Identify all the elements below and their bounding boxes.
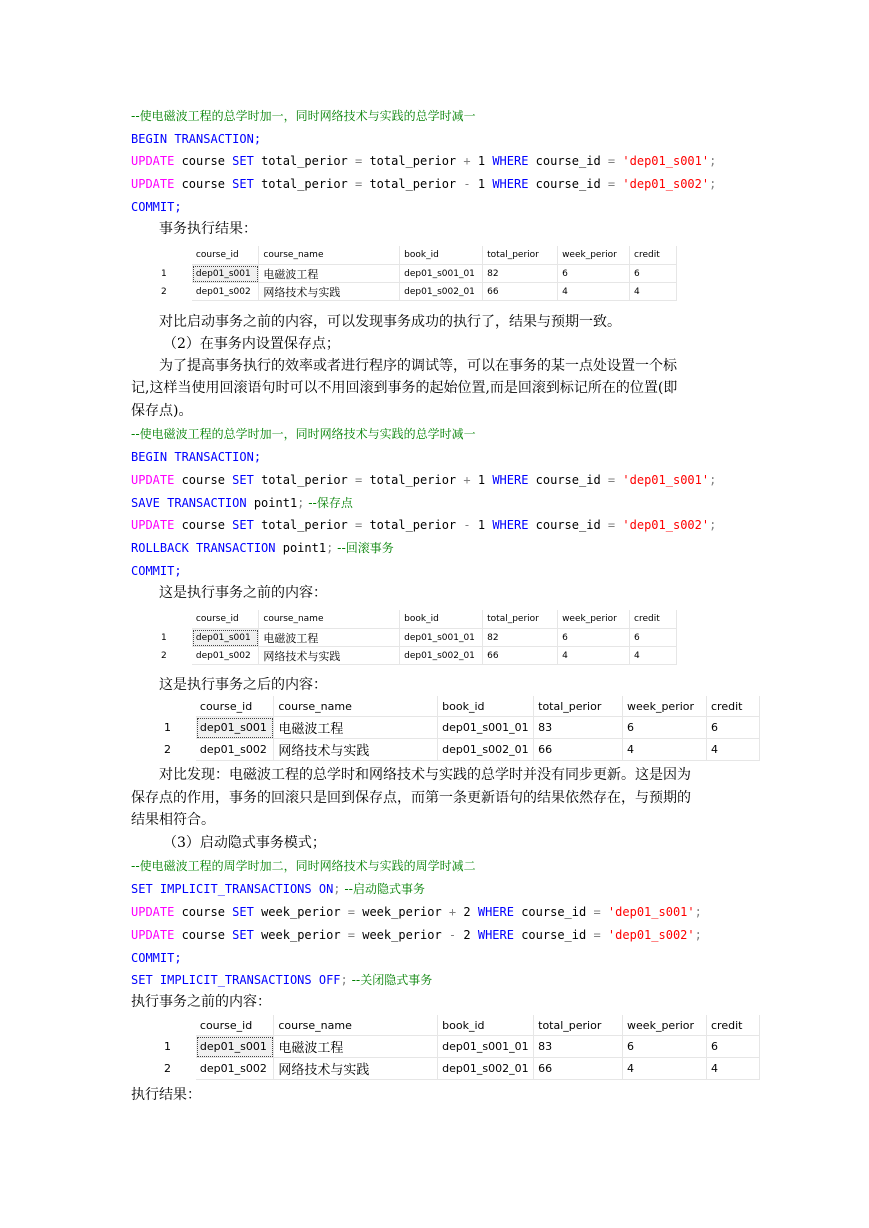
grid-cell: 4 xyxy=(558,647,630,665)
column-header: course_id xyxy=(192,246,259,265)
op: - xyxy=(463,518,471,532)
op: - xyxy=(448,928,457,942)
sql-update-line xyxy=(131,927,702,943)
sql-set-implicit-on xyxy=(131,881,425,897)
grid-cell: 66 xyxy=(483,647,558,665)
op: = xyxy=(355,473,363,487)
grid-cell: 66 xyxy=(534,1058,623,1080)
inline-comment: --回滚事务 xyxy=(333,541,394,555)
grid-cell: dep01_s001 xyxy=(196,717,274,739)
kw: WHERE xyxy=(492,518,529,532)
row-number-header xyxy=(160,696,196,717)
grid-cell: 4 xyxy=(630,283,677,301)
row-number: 1 xyxy=(161,632,167,643)
t: course xyxy=(174,905,233,919)
op: = xyxy=(347,905,355,919)
row-number: 2 xyxy=(161,650,167,661)
row-number: 1 xyxy=(164,721,171,734)
grid-cell: dep01_s001_01 xyxy=(400,265,483,283)
grid-cell: dep01_s002_01 xyxy=(438,739,534,761)
end: ; xyxy=(709,177,717,191)
grid-cell: dep01_s002_01 xyxy=(438,1058,534,1080)
grid-cell: dep01_s001 xyxy=(196,1036,274,1058)
column-header: book_id xyxy=(438,1015,534,1036)
t: course_id xyxy=(513,928,594,942)
column-header: total_perior xyxy=(534,1015,623,1036)
column-header: course_id xyxy=(192,610,259,629)
grid-cell: 网络技术与实践 xyxy=(274,739,438,761)
t: course_id xyxy=(528,473,608,487)
kw: WHERE xyxy=(492,473,529,487)
grid-cell: 6 xyxy=(630,629,677,647)
column-header: course_name xyxy=(274,696,438,717)
t xyxy=(601,928,608,942)
sql-set-implicit-off xyxy=(131,972,432,988)
column-header: week_perior xyxy=(558,246,630,265)
t: course_id xyxy=(528,177,608,191)
after-label: 这是执行事务之后的内容： xyxy=(159,677,327,693)
column-header: course_id xyxy=(196,1015,274,1036)
grid-cell: 66 xyxy=(483,283,558,301)
t: week_perior xyxy=(355,928,449,942)
t: course_id xyxy=(528,518,608,532)
table-row xyxy=(157,647,677,665)
sql-update-line xyxy=(131,904,702,920)
grid-cell: 4 xyxy=(707,739,760,761)
table-row xyxy=(157,283,677,301)
str: 'dep01_s002' xyxy=(607,928,695,942)
kw: UPDATE xyxy=(131,473,175,487)
grid-cell: 电磁波工程 xyxy=(259,629,400,647)
paragraph: 保存点的作用，事务的回滚只是回到保存点，而第一条更新语句的结果依然存在，与预期的 xyxy=(131,790,691,806)
sql-comment: --使电磁波工程的总学时加一，同时网络技术与实践的总学时减一 xyxy=(131,109,476,123)
kw: SET xyxy=(232,518,254,532)
op: = xyxy=(607,154,616,168)
column-header: week_perior xyxy=(558,610,630,629)
row-number: 1 xyxy=(164,1040,171,1053)
grid-cell: 82 xyxy=(483,265,558,283)
section-title: （2）在事务内设置保存点； xyxy=(163,336,340,352)
t: 2 xyxy=(456,905,478,919)
kw: SET xyxy=(232,928,254,942)
grid-cell: 电磁波工程 xyxy=(259,265,400,283)
kw: WHERE xyxy=(492,177,529,191)
column-header: course_name xyxy=(259,610,400,629)
sql-rollback-transaction xyxy=(131,540,394,556)
kw: UPDATE xyxy=(131,905,175,919)
grid-cell: dep01_s001_01 xyxy=(400,629,483,647)
inline-comment: --关闭隐式事务 xyxy=(347,973,433,987)
end: ; xyxy=(333,882,341,896)
kw: SET xyxy=(232,154,254,168)
grid-cell: 83 xyxy=(534,717,623,739)
t: course_id xyxy=(528,154,608,168)
paragraph: 记,这样当使用回滚语句时可以不用回滚到事务的起始位置,而是回滚到标记所在的位置(即 xyxy=(131,380,678,396)
row-number-header xyxy=(160,1015,196,1036)
grid-header-row xyxy=(160,696,760,717)
kw: SAVE TRANSACTION xyxy=(131,496,247,510)
result-grid xyxy=(157,610,677,665)
kw: SET IMPLICIT_TRANSACTIONS OFF xyxy=(131,973,341,987)
grid-header-row xyxy=(160,1015,760,1036)
t: course xyxy=(174,177,233,191)
grid-cell: 网络技术与实践 xyxy=(259,647,400,665)
column-header: week_perior xyxy=(623,1015,707,1036)
t: week_perior xyxy=(253,905,348,919)
column-header: book_id xyxy=(438,696,534,717)
sql-commit: COMMIT; xyxy=(131,200,182,214)
grid-cell: 4 xyxy=(707,1058,760,1080)
grid-header-row xyxy=(157,610,677,629)
table-row xyxy=(160,1058,760,1080)
grid-cell: dep01_s001_01 xyxy=(438,717,534,739)
op: = xyxy=(607,177,616,191)
grid-cell: dep01_s001 xyxy=(192,629,259,647)
str: 'dep01_s001' xyxy=(622,473,710,487)
op: = xyxy=(593,905,601,919)
grid-cell: 6 xyxy=(630,265,677,283)
result-label: 事务执行结果： xyxy=(159,221,257,237)
column-header: book_id xyxy=(400,610,483,629)
kw: UPDATE xyxy=(131,518,175,532)
grid-cell: 电磁波工程 xyxy=(274,717,438,739)
grid-cell: 4 xyxy=(623,739,707,761)
t: total_perior xyxy=(253,154,355,168)
end: ; xyxy=(326,541,334,555)
paragraph: 对比启动事务之前的内容，可以发现事务成功的执行了，结果与预期一致。 xyxy=(159,314,621,330)
column-header: book_id xyxy=(400,246,483,265)
result-grid xyxy=(160,1015,760,1080)
kw: SET xyxy=(232,177,254,191)
t: total_perior xyxy=(253,518,355,532)
grid-cell: 66 xyxy=(534,739,623,761)
t: course_id xyxy=(513,905,594,919)
sql-save-transaction xyxy=(131,495,353,511)
row-number-header xyxy=(157,246,192,265)
end: ; xyxy=(694,928,702,942)
column-header: total_perior xyxy=(534,696,623,717)
str: 'dep01_s001' xyxy=(607,905,695,919)
str: 'dep01_s002' xyxy=(622,177,710,191)
sql-begin-transaction: BEGIN TRANSACTION; xyxy=(131,450,262,464)
grid-cell: 4 xyxy=(630,647,677,665)
end: ; xyxy=(297,496,305,510)
end: ; xyxy=(340,973,348,987)
column-header: total_perior xyxy=(483,246,558,265)
t: course xyxy=(174,473,233,487)
t: course xyxy=(174,154,233,168)
kw: WHERE xyxy=(492,154,529,168)
t xyxy=(601,905,608,919)
grid-cell: 82 xyxy=(483,629,558,647)
table-row xyxy=(160,717,760,739)
op: = xyxy=(593,928,601,942)
t: point1 xyxy=(246,496,298,510)
sql-commit: COMMIT; xyxy=(131,564,182,578)
column-header: course_id xyxy=(196,696,274,717)
op: - xyxy=(463,177,471,191)
grid-cell: 6 xyxy=(707,717,760,739)
t: point1 xyxy=(275,541,327,555)
grid-cell: 6 xyxy=(558,629,630,647)
column-header: total_perior xyxy=(483,610,558,629)
grid-cell: 6 xyxy=(558,265,630,283)
row-number: 2 xyxy=(164,743,171,756)
op: + xyxy=(448,905,457,919)
grid-cell: 4 xyxy=(623,1058,707,1080)
kw: SET xyxy=(232,905,254,919)
result-grid xyxy=(160,696,760,761)
grid-cell: dep01_s002_01 xyxy=(400,647,483,665)
grid-cell: 6 xyxy=(623,717,707,739)
table-row xyxy=(157,629,677,647)
paragraph: 结果相符合。 xyxy=(131,812,215,828)
section-title: （3）启动隐式事务模式； xyxy=(163,835,326,851)
end: ; xyxy=(694,905,702,919)
t: total_perior xyxy=(362,518,464,532)
column-header: week_perior xyxy=(623,696,707,717)
sql-begin-transaction: BEGIN TRANSACTION; xyxy=(131,132,262,146)
str: 'dep01_s002' xyxy=(622,518,710,532)
table-row xyxy=(160,1036,760,1058)
grid-cell: dep01_s002 xyxy=(196,1058,274,1080)
sql-commit: COMMIT; xyxy=(131,951,182,965)
before-label: 这是执行事务之前的内容： xyxy=(159,585,327,601)
sql-comment: --使电磁波工程的周学时加二，同时网络技术与实践的周学时减二 xyxy=(131,859,476,873)
t: total_perior xyxy=(362,177,464,191)
t: 1 xyxy=(470,518,493,532)
t: 1 xyxy=(470,177,493,191)
result-label: 执行结果： xyxy=(131,1087,201,1103)
kw: ROLLBACK TRANSACTION xyxy=(131,541,276,555)
grid-cell: dep01_s002 xyxy=(192,647,259,665)
t: total_perior xyxy=(253,473,355,487)
op: = xyxy=(607,473,616,487)
kw: UPDATE xyxy=(131,177,175,191)
result-grid xyxy=(157,246,677,301)
paragraph: 为了提高事务执行的效率或者进行程序的调试等，可以在事务的某一点处设置一个标 xyxy=(159,358,677,374)
op: = xyxy=(347,928,355,942)
op: + xyxy=(463,473,471,487)
str: 'dep01_s001' xyxy=(622,154,710,168)
t: 2 xyxy=(456,928,478,942)
t: 1 xyxy=(470,154,493,168)
inline-comment: --保存点 xyxy=(304,496,353,510)
op: = xyxy=(355,177,363,191)
column-header: course_name xyxy=(259,246,400,265)
kw: UPDATE xyxy=(131,928,175,942)
grid-cell: dep01_s001 xyxy=(192,265,259,283)
row-number-header xyxy=(157,610,192,629)
table-row xyxy=(160,739,760,761)
column-header: credit xyxy=(630,246,677,265)
kw: SET xyxy=(232,473,254,487)
grid-cell: dep01_s002 xyxy=(196,739,274,761)
row-number: 2 xyxy=(161,286,167,297)
grid-cell: 网络技术与实践 xyxy=(274,1058,438,1080)
sql-update-line xyxy=(131,153,716,169)
grid-cell: 网络技术与实践 xyxy=(259,283,400,301)
op: = xyxy=(355,154,363,168)
t: total_perior xyxy=(253,177,355,191)
paragraph: 对比发现：电磁波工程的总学时和网络技术与实践的总学时并没有同步更新。这是因为 xyxy=(159,767,691,783)
end: ; xyxy=(709,154,717,168)
column-header: credit xyxy=(630,610,677,629)
grid-cell: dep01_s002_01 xyxy=(400,283,483,301)
end: ; xyxy=(709,518,717,532)
kw: WHERE xyxy=(477,928,514,942)
op: + xyxy=(463,154,471,168)
sql-update-line xyxy=(131,517,716,533)
kw: UPDATE xyxy=(131,154,175,168)
grid-cell: 4 xyxy=(558,283,630,301)
kw: SET IMPLICIT_TRANSACTIONS ON xyxy=(131,882,334,896)
op: = xyxy=(607,518,616,532)
t: course xyxy=(174,928,233,942)
inline-comment: --启动隐式事务 xyxy=(340,882,426,896)
t: total_perior xyxy=(362,154,464,168)
t: course xyxy=(174,518,233,532)
grid-cell: 6 xyxy=(623,1036,707,1058)
grid-cell: 电磁波工程 xyxy=(274,1036,438,1058)
table-row xyxy=(157,265,677,283)
sql-update-line xyxy=(131,176,716,192)
column-header: credit xyxy=(707,696,760,717)
grid-header-row xyxy=(157,246,677,265)
grid-cell: 83 xyxy=(534,1036,623,1058)
column-header: course_name xyxy=(274,1015,438,1036)
end: ; xyxy=(709,473,717,487)
kw: WHERE xyxy=(477,905,514,919)
grid-cell: dep01_s001_01 xyxy=(438,1036,534,1058)
op: = xyxy=(355,518,363,532)
t: 1 xyxy=(470,473,493,487)
t: week_perior xyxy=(355,905,449,919)
grid-cell: dep01_s002 xyxy=(192,283,259,301)
paragraph: 保存点)。 xyxy=(131,403,193,419)
row-number: 2 xyxy=(164,1062,171,1075)
grid-cell: 6 xyxy=(707,1036,760,1058)
t: total_perior xyxy=(362,473,464,487)
sql-comment: --使电磁波工程的总学时加一，同时网络技术与实践的总学时减一 xyxy=(131,427,476,441)
before-label: 执行事务之前的内容： xyxy=(131,994,271,1010)
t: week_perior xyxy=(253,928,348,942)
column-header: credit xyxy=(707,1015,760,1036)
sql-update-line xyxy=(131,472,716,488)
row-number: 1 xyxy=(161,268,167,279)
